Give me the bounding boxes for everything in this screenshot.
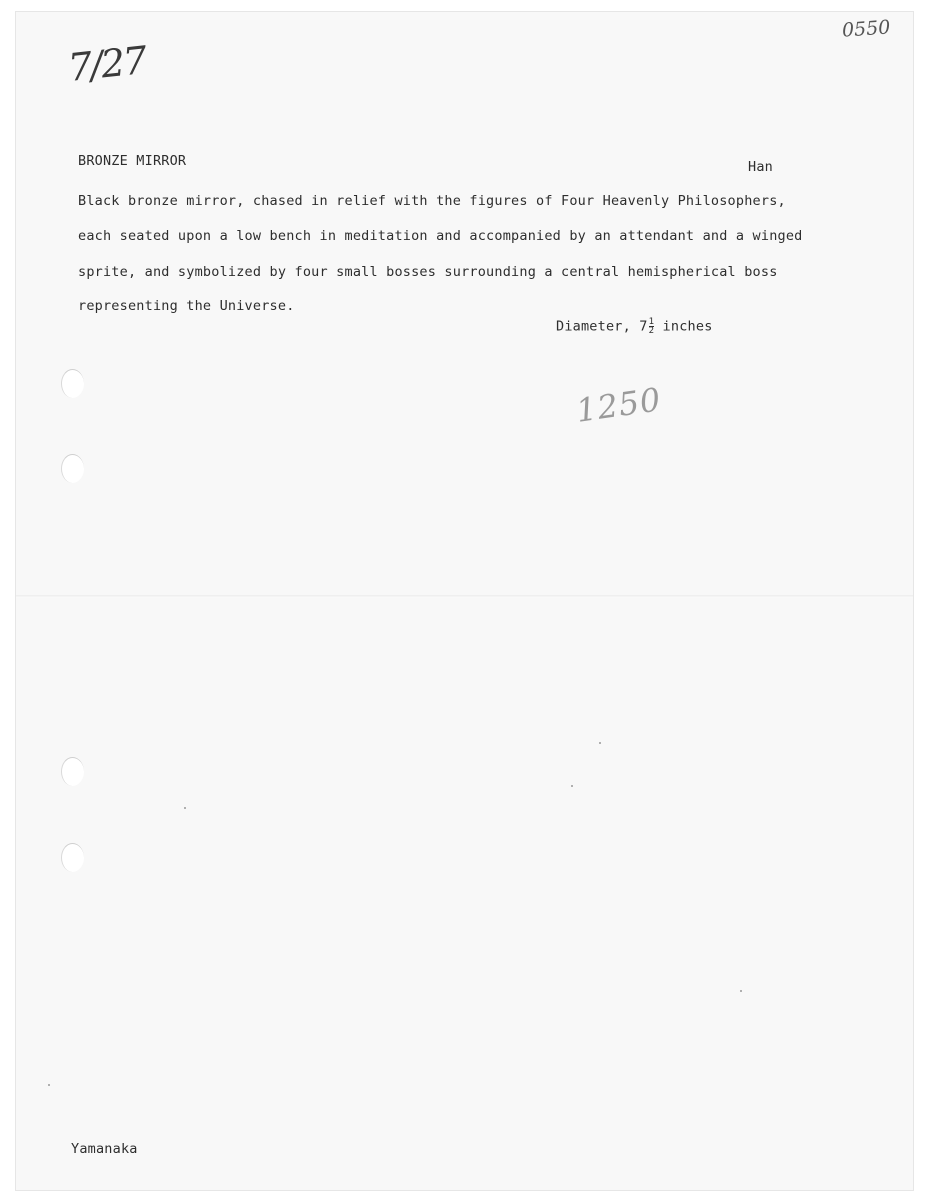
paper-speck	[184, 807, 186, 809]
description-line: each seated upon a low bench in meditation and accompanied by an attendant and a winged	[78, 228, 803, 244]
punch-hole	[61, 369, 84, 398]
paper-speck	[599, 742, 601, 744]
price-note: 1250	[573, 380, 664, 430]
dimension-text	[556, 318, 713, 335]
dimension-prefix: Diameter, 7	[556, 318, 648, 335]
punch-hole	[61, 757, 84, 786]
paper-speck	[740, 990, 742, 992]
description-line: representing the Universe.	[78, 298, 295, 314]
corner-number: 0550	[841, 16, 892, 42]
paper-speck	[48, 1084, 50, 1086]
dimension-suffix: inches	[654, 318, 713, 335]
punch-hole	[61, 843, 84, 872]
document-title: BRONZE MIRROR	[78, 153, 187, 169]
inventory-mark: 7/27	[65, 38, 148, 90]
description-line: sprite, and symbolized by four small bosses surrounding a central hemispherical boss	[78, 264, 778, 280]
fraction-numerator: 1	[648, 317, 655, 327]
punch-hole	[61, 454, 84, 483]
fraction-denominator: 2	[648, 326, 655, 336]
paper-speck	[571, 785, 573, 787]
period-label: Han	[748, 159, 773, 175]
document-page	[16, 12, 913, 1190]
dealer-name: Yamanaka	[71, 1141, 138, 1157]
description-line: Black bronze mirror, chased in relief with the figures of Four Heavenly Philosophers,	[78, 193, 786, 209]
page-fold-line	[16, 595, 913, 598]
